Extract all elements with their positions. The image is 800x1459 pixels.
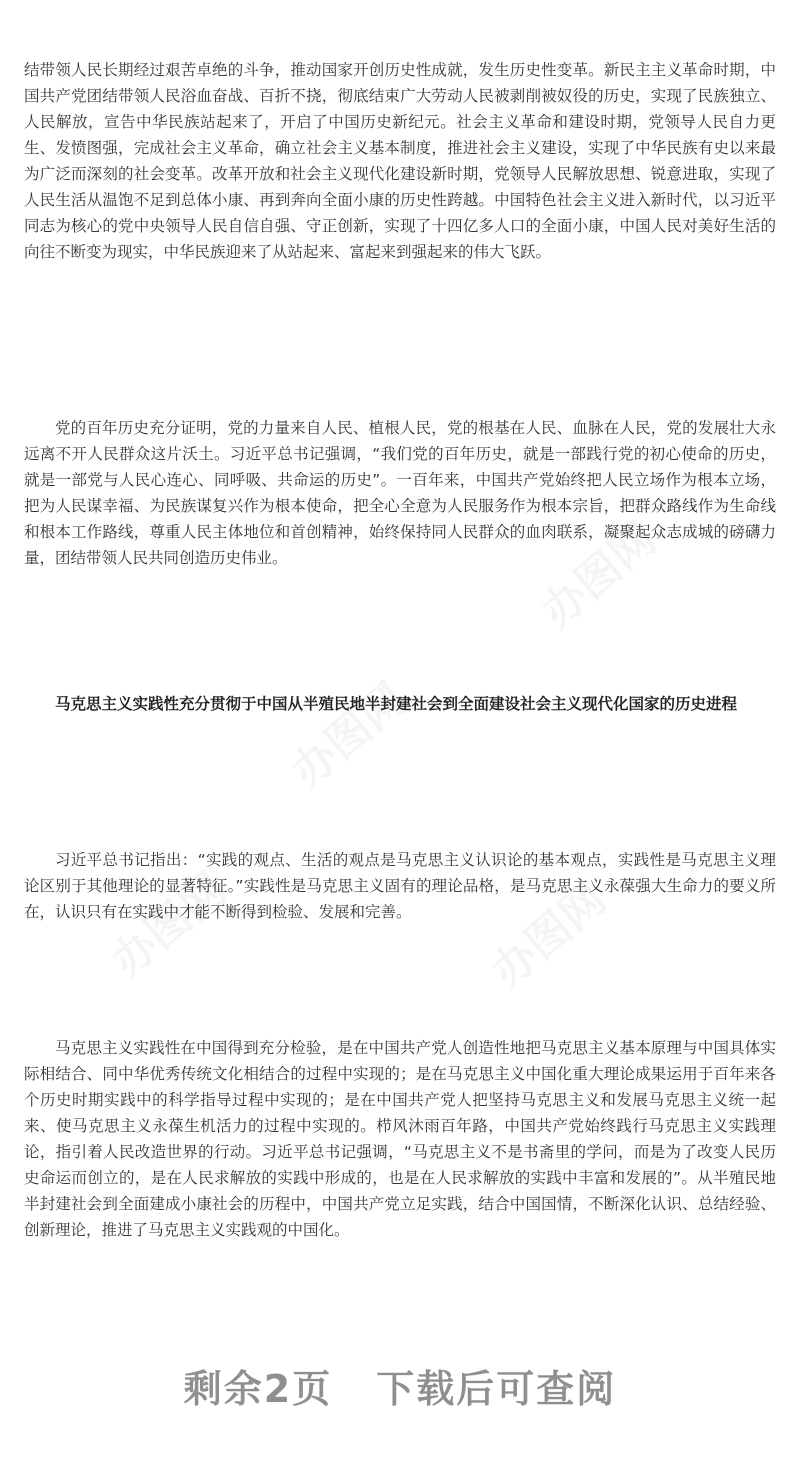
body-paragraph-1: 结带领人民长期经过艰苦卓绝的斗争，推动国家开创历史性成就，发生历史性变革。新民主主义革命时期，中国共产党团结带领人民浴血奋战、百折不挠，彻底结束广大劳动人民被剥削被奴役的历史，实现了民族独立、人民解放，宣告中华民族站起来了，开启了中国历史新纪元。社会主义革命和建设时期，党领导人民自力更生、发愤图强，完成社会主义革命，确立社会主义基本制度，推进社会主义建设，实现了中华民族有史以来最为广泛而深刻的社会变革。改革开放和社会主义现代化建设新时期，党领导人民解放思想、锐意进取，实现了人民生活从温饱不足到总体小康、再到奔向全面小康的历史性跨越。中国特色社会主义进入新时代，以习近平同志为核心的党中央领导人民自信自强、守正创新，实现了十四亿多人口的全面小康，中国人民对美好生活的向往不断变为现实，中华民族迎来了从站起来、富起来到强起来的伟大飞跃。 — [24, 61, 776, 261]
section-heading: 马克思主义实践性充分贯彻于中国从半殖民地半封建社会到全面建设社会主义现代化国家的历史进程 — [55, 695, 738, 713]
download-prompt[interactable] — [0, 1358, 800, 1413]
remaining-pages-label: 剩余2页 — [183, 1367, 333, 1411]
body-paragraph-3: 习近平总书记指出：“实践的观点、生活的观点是马克思主义认识论的基本观点，实践性是马克思主义理论区别于其他理论的显著特征。”实践性是马克思主义固有的理论品格，是马克思主义永葆强大生命力的要义所在，认识只有在实践中才能不断得到检验、发展和完善。 — [24, 851, 776, 921]
body-paragraph-4: 马克思主义实践性在中国得到充分检验，是在中国共产党人创造性地把马克思主义基本原理与中国具体实际相结合、同中华优秀传统文化相结合的过程中实现的；是在马克思主义中国化重大理论成果运用于百年来各个历史时期实践中的科学指导过程中实现的；是在中国共产党人把坚持马克思主义和发展马克思主义统一起来、使马克思主义永葆生机活力的过程中实现的。栉风沐雨百年路，中国共产党始终践行马克思主义实践理论，指引着人民改造世界的行动。习近平总书记强调，“马克思主义不是书斋里的学问，而是为了改变人民历史命运而创立的，是在人民求解放的实践中形成的，也是在人民求解放的实践中丰富和发展的”。从半殖民地半封建社会到全面建成小康社会的历程中，中国共产党立足实践，结合中国国情，不断深化认识、总结经验、创新理论，推进了马克思主义实践观的中国化。 — [24, 1039, 776, 1239]
download-to-view-label: 下载后可查阅 — [376, 1367, 617, 1411]
watermark — [275, 665, 417, 799]
body-paragraph-2: 党的百年历史充分证明，党的力量来自人民、植根人民，党的根基在人民、血脉在人民，党的发展壮大永远离不开人民群众这片沃土。习近平总书记强调，“我们党的百年历史，就是一部践行党的初心使命的历史，就是一部党与人民心连心、同呼吸、共命运的历史”。一百年来，中国共产党始终把人民立场作为根本立场，把为人民谋幸福、为民族谋复兴作为根本使命，把全心全意为人民服务作为根本宗旨，把群众路线作为生命线和根本工作路线，尊重人民主体地位和首创精神，始终保持同人民群众的血肉联系，凝聚起众志成城的磅礴力量，团结带领人民共同创造历史伟业。 — [24, 419, 776, 567]
